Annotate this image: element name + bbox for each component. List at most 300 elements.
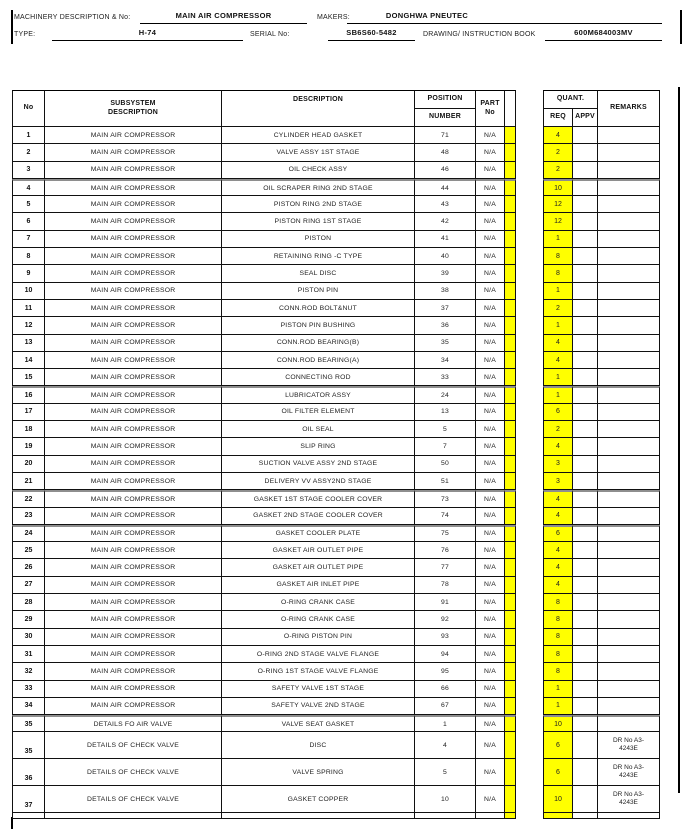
row-description: RETAINING RING -C TYPE: [222, 248, 415, 265]
row-subsystem: MAIN AIR COMPRESSOR: [45, 248, 222, 265]
row-part-no: N/A: [476, 265, 505, 282]
row-appv-qty: [573, 698, 598, 715]
type-label: TYPE:: [14, 31, 36, 38]
row-position: 71: [415, 127, 476, 144]
row-req-qty: 8: [543, 629, 573, 646]
row-part-no: N/A: [476, 646, 505, 663]
table-row: [12, 248, 660, 265]
row-gap: [516, 698, 543, 715]
row-part-no: N/A: [476, 283, 505, 300]
table-row: [12, 813, 660, 819]
row-req-qty: 3: [543, 456, 573, 473]
row-gap: [516, 352, 543, 369]
row-no: 28: [12, 594, 45, 611]
table-row: [12, 698, 660, 715]
row-gap: [516, 438, 543, 455]
row-subsystem: MAIN AIR COMPRESSOR: [45, 231, 222, 248]
row-subsystem: MAIN AIR COMPRESSOR: [45, 663, 222, 680]
row-no: 1: [12, 127, 45, 144]
row-subsystem: MAIN AIR COMPRESSOR: [45, 508, 222, 525]
row-position: 40: [415, 248, 476, 265]
row-subsystem: MAIN AIR COMPRESSOR: [45, 646, 222, 663]
table-row: [12, 786, 660, 813]
row-appv-qty: [573, 577, 598, 594]
row-remarks: [598, 300, 660, 317]
row-remarks: [598, 144, 660, 161]
row-description: CONN.ROD BEARING(B): [222, 335, 415, 352]
row-description: O-RING PISTON PIN: [222, 629, 415, 646]
row-position: 38: [415, 283, 476, 300]
row-highlight-strip: [505, 542, 516, 559]
row-no: 4: [12, 179, 45, 196]
row-highlight-strip: [505, 594, 516, 611]
row-highlight-strip: [505, 127, 516, 144]
col-header-subsystem: [45, 90, 222, 127]
col-header-part-no: PART No: [476, 90, 505, 127]
table-row: [12, 646, 660, 663]
row-remarks: [598, 386, 660, 403]
row-highlight-strip: [505, 421, 516, 438]
row-gap: [516, 663, 543, 680]
row-position: 67: [415, 698, 476, 715]
row-part-no: N/A: [476, 715, 505, 732]
row-description: GASKET 1ST STAGE COOLER COVER: [222, 490, 415, 507]
row-part-no: N/A: [476, 317, 505, 334]
row-part-no: N/A: [476, 732, 505, 759]
row-req-qty: 8: [543, 265, 573, 282]
row-part-no: [476, 813, 505, 819]
row-remarks: [598, 594, 660, 611]
row-no: 9: [12, 265, 45, 282]
row-description: O-RING CRANK CASE: [222, 611, 415, 628]
row-req-qty: 8: [543, 594, 573, 611]
row-remarks: [598, 629, 660, 646]
row-description: CONN.ROD BOLT&NUT: [222, 300, 415, 317]
row-subsystem: MAIN AIR COMPRESSOR: [45, 473, 222, 490]
row-remarks: [598, 421, 660, 438]
row-subsystem: MAIN AIR COMPRESSOR: [45, 265, 222, 282]
row-gap: [516, 179, 543, 196]
drawing-label: DRAWING/ INSTRUCTION BOOK: [423, 31, 536, 38]
row-gap: [516, 196, 543, 213]
row-no: 25: [12, 542, 45, 559]
table-row: [12, 404, 660, 421]
row-part-no: N/A: [476, 335, 505, 352]
row-highlight-strip: [505, 248, 516, 265]
row-gap: [516, 335, 543, 352]
row-position: 75: [415, 525, 476, 542]
row-gap: [516, 715, 543, 732]
row-highlight-strip: [505, 369, 516, 386]
row-description: GASKET AIR INLET PIPE: [222, 577, 415, 594]
row-appv-qty: [573, 611, 598, 628]
table-row: [12, 317, 660, 334]
row-req-qty: 1: [543, 698, 573, 715]
row-position: 7: [415, 438, 476, 455]
row-position: 39: [415, 265, 476, 282]
row-no: 10: [12, 283, 45, 300]
row-req-qty: 10: [543, 179, 573, 196]
row-remarks: [598, 681, 660, 698]
row-remarks: [598, 577, 660, 594]
row-req-qty: 1: [543, 369, 573, 386]
row-part-no: N/A: [476, 698, 505, 715]
row-appv-qty: [573, 490, 598, 507]
row-remarks: [598, 213, 660, 230]
table-row: [12, 179, 660, 196]
row-req-qty: 2: [543, 162, 573, 179]
table-row: [12, 542, 660, 559]
row-remarks: [598, 352, 660, 369]
row-req-qty: 10: [543, 786, 573, 813]
row-no: 3: [12, 162, 45, 179]
row-part-no: N/A: [476, 421, 505, 438]
row-position: 44: [415, 179, 476, 196]
row-subsystem: MAIN AIR COMPRESSOR: [45, 438, 222, 455]
row-remarks: [598, 438, 660, 455]
table-row: [12, 594, 660, 611]
row-subsystem: MAIN AIR COMPRESSOR: [45, 144, 222, 161]
row-req-qty: 4: [543, 577, 573, 594]
row-description: OIL CHECK ASSY: [222, 162, 415, 179]
table-row: [12, 127, 660, 144]
row-part-no: N/A: [476, 542, 505, 559]
row-subsystem: MAIN AIR COMPRESSOR: [45, 404, 222, 421]
row-req-qty: 8: [543, 611, 573, 628]
row-description: GASKET COOLER PLATE: [222, 525, 415, 542]
row-req-qty: 1: [543, 283, 573, 300]
row-subsystem: DETAILS OF CHECK VALVE: [45, 732, 222, 759]
row-appv-qty: [573, 438, 598, 455]
row-highlight-strip: [505, 352, 516, 369]
row-subsystem: MAIN AIR COMPRESSOR: [45, 352, 222, 369]
row-appv-qty: [573, 813, 598, 819]
row-highlight-strip: [505, 698, 516, 715]
row-position: 50: [415, 456, 476, 473]
table-row: [12, 335, 660, 352]
row-remarks: [598, 759, 660, 786]
row-appv-qty: [573, 525, 598, 542]
row-gap: [516, 283, 543, 300]
row-appv-qty: [573, 646, 598, 663]
row-position: 51: [415, 473, 476, 490]
row-subsystem: MAIN AIR COMPRESSOR: [45, 317, 222, 334]
row-gap: [516, 317, 543, 334]
remarks-text: DR No A3-4243E: [612, 763, 645, 780]
row-gap: [516, 490, 543, 507]
row-description: PISTON PIN: [222, 283, 415, 300]
row-position: 5: [415, 759, 476, 786]
row-highlight-strip: [505, 629, 516, 646]
row-position: 93: [415, 629, 476, 646]
row-no: 27: [12, 577, 45, 594]
row-req-qty: 10: [543, 715, 573, 732]
row-no: 8: [12, 248, 45, 265]
row-appv-qty: [573, 404, 598, 421]
row-position: 34: [415, 352, 476, 369]
row-position: 76: [415, 542, 476, 559]
row-highlight-strip: [505, 335, 516, 352]
row-appv-qty: [573, 162, 598, 179]
row-no: 15: [12, 369, 45, 386]
row-remarks: [598, 248, 660, 265]
row-no: 33: [12, 681, 45, 698]
row-highlight-strip: [505, 438, 516, 455]
row-remarks: [598, 490, 660, 507]
row-description: SUCTION VALVE ASSY 2ND STAGE: [222, 456, 415, 473]
row-subsystem: MAIN AIR COMPRESSOR: [45, 681, 222, 698]
row-subsystem: MAIN AIR COMPRESSOR: [45, 300, 222, 317]
row-highlight-strip: [505, 732, 516, 759]
row-description: O-RING 1ST STAGE VALVE FLANGE: [222, 663, 415, 680]
row-req-qty: [543, 813, 573, 819]
row-subsystem: MAIN AIR COMPRESSOR: [45, 335, 222, 352]
row-position: 4: [415, 732, 476, 759]
col-header-description: DESCRIPTION: [222, 90, 415, 127]
row-gap: [516, 265, 543, 282]
row-remarks: [598, 813, 660, 819]
row-highlight-strip: [505, 456, 516, 473]
row-highlight-strip: [505, 646, 516, 663]
parts-table-header: [12, 90, 660, 127]
col-header-number: NUMBER: [415, 109, 476, 127]
row-position: 92: [415, 611, 476, 628]
col-header-quant: QUANT.: [543, 90, 598, 109]
row-part-no: N/A: [476, 786, 505, 813]
row-no: 2: [12, 144, 45, 161]
row-req-qty: 4: [543, 508, 573, 525]
row-req-qty: 1: [543, 231, 573, 248]
row-description: CYLINDER HEAD GASKET: [222, 127, 415, 144]
table-row: [12, 559, 660, 576]
row-description: GASKET COPPER: [222, 786, 415, 813]
row-remarks: [598, 127, 660, 144]
row-highlight-strip: [505, 508, 516, 525]
row-position: 35: [415, 335, 476, 352]
row-part-no: N/A: [476, 248, 505, 265]
row-gap: [516, 732, 543, 759]
row-appv-qty: [573, 265, 598, 282]
row-highlight-strip: [505, 179, 516, 196]
row-appv-qty: [573, 663, 598, 680]
row-description: GASKET 2ND STAGE COOLER COVER: [222, 508, 415, 525]
row-description: PISTON RING 1ST STAGE: [222, 213, 415, 230]
row-appv-qty: [573, 248, 598, 265]
table-row: [12, 473, 660, 490]
row-description: VALVE ASSY 1ST STAGE: [222, 144, 415, 161]
row-gap: [516, 386, 543, 403]
row-gap: [516, 681, 543, 698]
row-no: 36: [12, 759, 45, 786]
row-description: GASKET AIR OUTLET PIPE: [222, 559, 415, 576]
row-remarks: [598, 231, 660, 248]
col-header-strip: [505, 90, 516, 127]
row-description: OIL SCRAPER RING 2ND STAGE: [222, 179, 415, 196]
row-gap: [516, 577, 543, 594]
row-subsystem: MAIN AIR COMPRESSOR: [45, 196, 222, 213]
row-appv-qty: [573, 144, 598, 161]
row-appv-qty: [573, 231, 598, 248]
row-highlight-strip: [505, 611, 516, 628]
row-subsystem: MAIN AIR COMPRESSOR: [45, 456, 222, 473]
row-highlight-strip: [505, 681, 516, 698]
row-req-qty: 6: [543, 732, 573, 759]
machinery-label: MACHINERY DESCRIPTION & No:: [14, 14, 131, 21]
row-description: DISC: [222, 732, 415, 759]
row-no: 6: [12, 213, 45, 230]
serial-value: SB6S60-5482: [328, 28, 415, 41]
row-remarks: [598, 698, 660, 715]
row-highlight-strip: [505, 283, 516, 300]
row-description: PISTON PIN BUSHING: [222, 317, 415, 334]
row-req-qty: 2: [543, 421, 573, 438]
row-part-no: N/A: [476, 577, 505, 594]
table-row: [12, 386, 660, 403]
row-no: 21: [12, 473, 45, 490]
table-row: [12, 213, 660, 230]
row-part-no: N/A: [476, 352, 505, 369]
row-part-no: N/A: [476, 179, 505, 196]
row-position: 43: [415, 196, 476, 213]
row-no: 11: [12, 300, 45, 317]
row-gap: [516, 542, 543, 559]
row-highlight-strip: [505, 317, 516, 334]
col-header-subsystem-line1: SUBSYSTEM: [110, 99, 156, 107]
table-row: [12, 611, 660, 628]
row-appv-qty: [573, 300, 598, 317]
row-appv-qty: [573, 421, 598, 438]
row-no: 20: [12, 456, 45, 473]
row-highlight-strip: [505, 300, 516, 317]
row-remarks: [598, 335, 660, 352]
row-gap: [516, 231, 543, 248]
row-remarks: [598, 525, 660, 542]
row-gap: [516, 369, 543, 386]
row-remarks: [598, 663, 660, 680]
row-part-no: N/A: [476, 144, 505, 161]
row-req-qty: 8: [543, 663, 573, 680]
row-remarks: [598, 196, 660, 213]
row-position: 1: [415, 715, 476, 732]
row-position: 10: [415, 786, 476, 813]
row-highlight-strip: [505, 490, 516, 507]
row-gap: [516, 611, 543, 628]
document-header: [0, 10, 692, 48]
col-header-no: No: [12, 90, 45, 127]
row-description: VALVE SEAT GASKET: [222, 715, 415, 732]
row-appv-qty: [573, 542, 598, 559]
row-no: 24: [12, 525, 45, 542]
row-remarks: [598, 369, 660, 386]
row-no: 19: [12, 438, 45, 455]
row-highlight-strip: [505, 759, 516, 786]
row-part-no: N/A: [476, 663, 505, 680]
row-position: 94: [415, 646, 476, 663]
type-value: H-74: [52, 28, 243, 41]
row-highlight-strip: [505, 196, 516, 213]
table-row: [12, 144, 660, 161]
col-header-subsystem-line2: DESCRIPTION: [107, 108, 159, 116]
row-appv-qty: [573, 559, 598, 576]
row-appv-qty: [573, 352, 598, 369]
table-row: [12, 629, 660, 646]
row-position: 24: [415, 386, 476, 403]
row-appv-qty: [573, 629, 598, 646]
row-position: 73: [415, 490, 476, 507]
row-req-qty: 1: [543, 681, 573, 698]
row-no: 5: [12, 196, 45, 213]
row-position: 37: [415, 300, 476, 317]
row-subsystem: MAIN AIR COMPRESSOR: [45, 629, 222, 646]
row-highlight-strip: [505, 144, 516, 161]
row-highlight-strip: [505, 715, 516, 732]
col-header-remarks: REMARKS: [598, 90, 660, 127]
table-row: [12, 456, 660, 473]
row-gap: [516, 525, 543, 542]
row-remarks: [598, 404, 660, 421]
row-description: CONN.ROD BEARING(A): [222, 352, 415, 369]
row-position: 91: [415, 594, 476, 611]
row-remarks: [598, 317, 660, 334]
table-row: [12, 663, 660, 680]
makers-label: MAKERS:: [317, 14, 350, 21]
row-highlight-strip: [505, 577, 516, 594]
row-gap: [516, 300, 543, 317]
row-description: O-RING CRANK CASE: [222, 594, 415, 611]
row-remarks: [598, 162, 660, 179]
row-remarks: [598, 542, 660, 559]
row-req-qty: 8: [543, 248, 573, 265]
table-row: [12, 196, 660, 213]
row-remarks: [598, 456, 660, 473]
row-gap: [516, 759, 543, 786]
row-subsystem: MAIN AIR COMPRESSOR: [45, 386, 222, 403]
row-description: DELIVERY VV ASSY2ND STAGE: [222, 473, 415, 490]
table-row: [12, 732, 660, 759]
row-gap: [516, 213, 543, 230]
row-description: [222, 813, 415, 819]
row-part-no: N/A: [476, 473, 505, 490]
row-no: 17: [12, 404, 45, 421]
row-gap: [516, 594, 543, 611]
row-part-no: N/A: [476, 525, 505, 542]
row-description: PISTON: [222, 231, 415, 248]
row-part-no: N/A: [476, 127, 505, 144]
row-part-no: N/A: [476, 231, 505, 248]
row-gap: [516, 813, 543, 819]
row-part-no: N/A: [476, 611, 505, 628]
row-part-no: N/A: [476, 213, 505, 230]
row-req-qty: 12: [543, 196, 573, 213]
row-req-qty: 4: [543, 559, 573, 576]
row-gap: [516, 127, 543, 144]
row-appv-qty: [573, 386, 598, 403]
row-appv-qty: [573, 759, 598, 786]
row-subsystem: MAIN AIR COMPRESSOR: [45, 283, 222, 300]
table-row: [12, 300, 660, 317]
row-remarks: [598, 265, 660, 282]
row-req-qty: 4: [543, 438, 573, 455]
row-subsystem: MAIN AIR COMPRESSOR: [45, 559, 222, 576]
row-appv-qty: [573, 508, 598, 525]
row-req-qty: 8: [543, 646, 573, 663]
row-appv-qty: [573, 369, 598, 386]
row-subsystem: MAIN AIR COMPRESSOR: [45, 542, 222, 559]
row-position: 95: [415, 663, 476, 680]
col-header-appv: APPV: [573, 109, 598, 127]
row-gap: [516, 456, 543, 473]
row-subsystem: MAIN AIR COMPRESSOR: [45, 127, 222, 144]
